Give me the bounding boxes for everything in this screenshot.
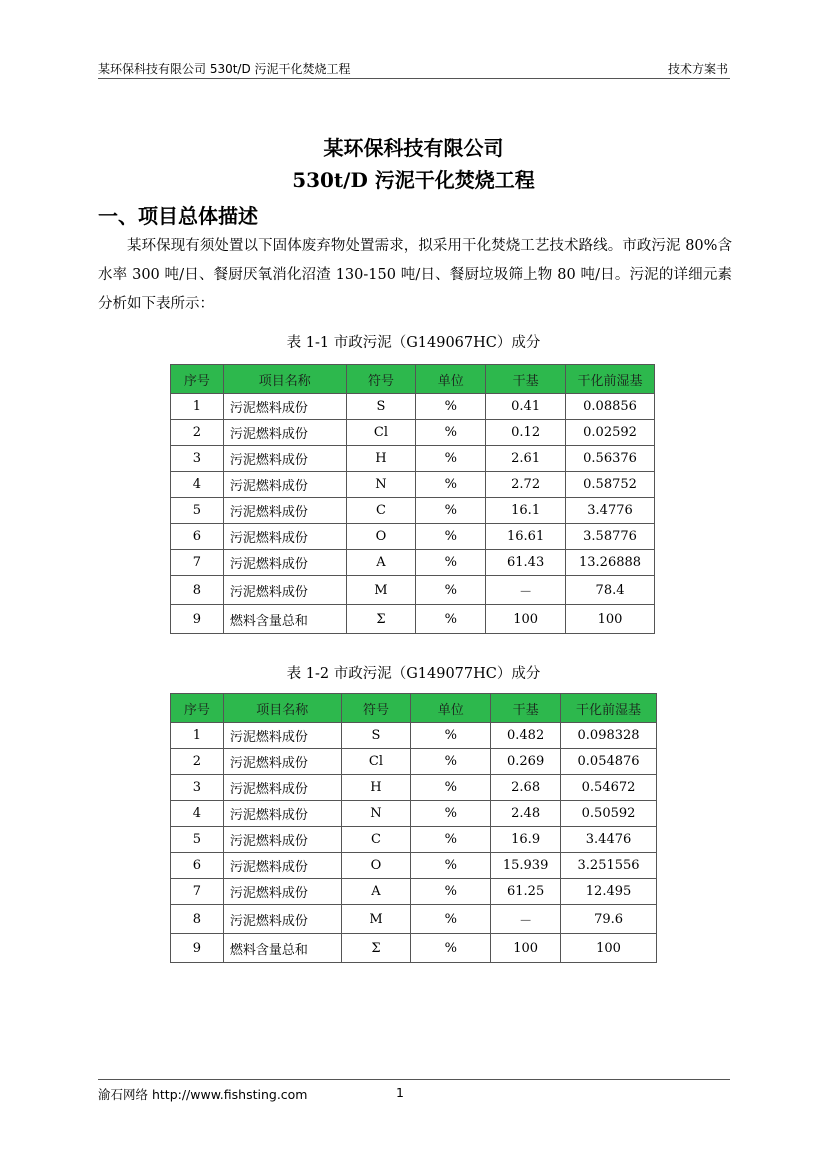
table-cell: 100 <box>561 934 657 963</box>
table-row <box>171 905 657 934</box>
table-cell: H <box>341 775 411 801</box>
table2 <box>170 693 657 963</box>
section-heading: 一、项目总体描述 <box>98 204 258 228</box>
table-cell: 污泥燃料成份 <box>223 879 341 905</box>
table-cell: 污泥燃料成份 <box>223 905 341 934</box>
table-cell: 污泥燃料成份 <box>223 749 341 775</box>
table-cell: － <box>486 576 566 605</box>
table-cell: 污泥燃料成份 <box>223 723 341 749</box>
column-header: 符号 <box>341 694 411 723</box>
column-header: 项目名称 <box>223 365 346 394</box>
table-cell: % <box>416 524 486 550</box>
table-cell: 0.098328 <box>561 723 657 749</box>
table-cell: % <box>411 775 491 801</box>
table-cell: 2.68 <box>491 775 561 801</box>
paragraph-text: 某环保现有须处置以下固体废弃物处置需求，拟采用干化焚烧工艺技术路线。市政污泥 80%含水率 300 吨/日、餐厨厌氧消化沼渣 130-150 吨/日、餐厨垃圾筛上物 80 吨/日。污泥的详细元素分析如下表所示： <box>98 238 732 312</box>
table-row <box>171 550 655 576</box>
table-cell: 2.61 <box>486 446 566 472</box>
table-cell: % <box>416 446 486 472</box>
table-cell: 6 <box>171 524 224 550</box>
table-cell: 污泥燃料成份 <box>223 775 341 801</box>
table-cell: % <box>416 472 486 498</box>
header-document-title: 某环保科技有限公司 530t/D 污泥干化焚烧工程 <box>98 62 351 76</box>
table-cell: C <box>341 827 411 853</box>
table-cell: 15.939 <box>491 853 561 879</box>
table-cell: Cl <box>346 420 416 446</box>
table-cell: 100 <box>486 605 566 634</box>
table-row <box>171 934 657 963</box>
column-header: 干化前湿基 <box>561 694 657 723</box>
table-cell: 5 <box>171 827 224 853</box>
table-cell: 污泥燃料成份 <box>223 827 341 853</box>
column-header: 序号 <box>171 365 224 394</box>
table-cell: % <box>411 749 491 775</box>
table-cell: % <box>416 576 486 605</box>
table-cell: 0.50592 <box>561 801 657 827</box>
table2-caption: 表 1-2 市政污泥（G149077HC）成分 <box>286 666 541 682</box>
table-header-row <box>171 694 657 723</box>
table-cell: O <box>346 524 416 550</box>
column-header: 序号 <box>171 694 224 723</box>
table-cell: 16.9 <box>491 827 561 853</box>
table-cell: % <box>416 498 486 524</box>
table-cell: 污泥燃料成份 <box>223 498 346 524</box>
table-cell: % <box>411 879 491 905</box>
table-cell: 污泥燃料成份 <box>223 524 346 550</box>
document-title-line2: 530t/D 污泥干化焚烧工程 <box>292 168 535 192</box>
table-cell: 0.054876 <box>561 749 657 775</box>
table-cell: 2.48 <box>491 801 561 827</box>
table-cell: 79.6 <box>561 905 657 934</box>
table-cell: 9 <box>171 605 224 634</box>
table-row <box>171 498 655 524</box>
table-cell: 1 <box>171 723 224 749</box>
table-cell: 7 <box>171 879 224 905</box>
column-header: 单位 <box>416 365 486 394</box>
table-cell: Cl <box>341 749 411 775</box>
table-cell: Σ <box>346 605 416 634</box>
table-cell: 0.269 <box>491 749 561 775</box>
table-cell: 污泥燃料成份 <box>223 550 346 576</box>
table-cell: 8 <box>171 905 224 934</box>
table-cell: % <box>411 905 491 934</box>
table-cell: 2 <box>171 420 224 446</box>
table-cell: 3.4776 <box>566 498 655 524</box>
table-cell: 0.482 <box>491 723 561 749</box>
table-cell: 100 <box>566 605 655 634</box>
table-cell: S <box>341 723 411 749</box>
table-cell: 污泥燃料成份 <box>223 394 346 420</box>
table-row <box>171 749 657 775</box>
table-cell: M <box>341 905 411 934</box>
table-cell: 污泥燃料成份 <box>223 446 346 472</box>
table-cell: N <box>341 801 411 827</box>
table-row <box>171 446 655 472</box>
table-cell: 2 <box>171 749 224 775</box>
table-cell: 污泥燃料成份 <box>223 420 346 446</box>
table-cell: % <box>411 827 491 853</box>
table1 <box>170 364 655 634</box>
table-cell: A <box>341 879 411 905</box>
column-header: 符号 <box>346 365 416 394</box>
table-cell: 8 <box>171 576 224 605</box>
table-cell: 3 <box>171 446 224 472</box>
table-cell: 2.72 <box>486 472 566 498</box>
table-cell: 4 <box>171 472 224 498</box>
table-row <box>171 723 657 749</box>
table-cell: 1 <box>171 394 224 420</box>
table-cell: 5 <box>171 498 224 524</box>
table-cell: 13.26888 <box>566 550 655 576</box>
table-cell: 3.58776 <box>566 524 655 550</box>
table-cell: 7 <box>171 550 224 576</box>
table-row <box>171 420 655 446</box>
column-header: 干化前湿基 <box>566 365 655 394</box>
table-cell: 16.1 <box>486 498 566 524</box>
header-document-type: 技术方案书 <box>667 62 728 76</box>
table-row <box>171 472 655 498</box>
table-row <box>171 775 657 801</box>
table-cell: 0.02592 <box>566 420 655 446</box>
table-cell: 燃料含量总和 <box>223 934 341 963</box>
table-cell: O <box>341 853 411 879</box>
table-cell: S <box>346 394 416 420</box>
column-header: 干基 <box>486 365 566 394</box>
table-cell: 燃料含量总和 <box>223 605 346 634</box>
table-cell: M <box>346 576 416 605</box>
table-cell: 0.12 <box>486 420 566 446</box>
table-cell: 100 <box>491 934 561 963</box>
table-cell: % <box>411 853 491 879</box>
table-row <box>171 576 655 605</box>
document-title-line1: 某环保科技有限公司 <box>323 136 504 160</box>
table-cell: 0.58752 <box>566 472 655 498</box>
table-cell: 6 <box>171 853 224 879</box>
table-cell: Σ <box>341 934 411 963</box>
table-cell: % <box>416 605 486 634</box>
table-cell: A <box>346 550 416 576</box>
table-cell: % <box>416 394 486 420</box>
table-cell: 0.08856 <box>566 394 655 420</box>
table-cell: C <box>346 498 416 524</box>
table-cell: % <box>411 801 491 827</box>
table-cell: 3 <box>171 775 224 801</box>
footer-website: 渝石网络 http://www.fishsting.com <box>98 1087 308 1102</box>
table1-caption: 表 1-1 市政污泥（G149067HC）成分 <box>286 335 541 351</box>
page-header <box>98 58 730 79</box>
table-cell: 78.4 <box>566 576 655 605</box>
table-cell: 12.495 <box>561 879 657 905</box>
table-cell: 0.54672 <box>561 775 657 801</box>
table-cell: 4 <box>171 801 224 827</box>
table-row <box>171 605 655 634</box>
table-cell: 0.41 <box>486 394 566 420</box>
page-number: 1 <box>396 1085 404 1100</box>
table-cell: 污泥燃料成份 <box>223 853 341 879</box>
table-cell: H <box>346 446 416 472</box>
table-header-row <box>171 365 655 394</box>
table-cell: % <box>411 934 491 963</box>
table-cell: % <box>411 723 491 749</box>
table-row <box>171 524 655 550</box>
table-cell: N <box>346 472 416 498</box>
column-header: 单位 <box>411 694 491 723</box>
table-cell: 污泥燃料成份 <box>223 576 346 605</box>
column-header: 项目名称 <box>223 694 341 723</box>
table-row <box>171 879 657 905</box>
table-cell: 61.43 <box>486 550 566 576</box>
column-header: 干基 <box>491 694 561 723</box>
table-row <box>171 827 657 853</box>
page-footer <box>98 1079 730 1102</box>
table-cell: 3.251556 <box>561 853 657 879</box>
table-cell: 3.4476 <box>561 827 657 853</box>
table-cell: － <box>491 905 561 934</box>
table-cell: 16.61 <box>486 524 566 550</box>
table-cell: % <box>416 420 486 446</box>
table-row <box>171 801 657 827</box>
table-cell: 污泥燃料成份 <box>223 801 341 827</box>
table-row <box>171 853 657 879</box>
table-row <box>171 394 655 420</box>
table-cell: 污泥燃料成份 <box>223 472 346 498</box>
body-paragraph <box>98 232 732 319</box>
table-cell: 9 <box>171 934 224 963</box>
table-cell: 61.25 <box>491 879 561 905</box>
table-cell: 0.56376 <box>566 446 655 472</box>
table-cell: % <box>416 550 486 576</box>
